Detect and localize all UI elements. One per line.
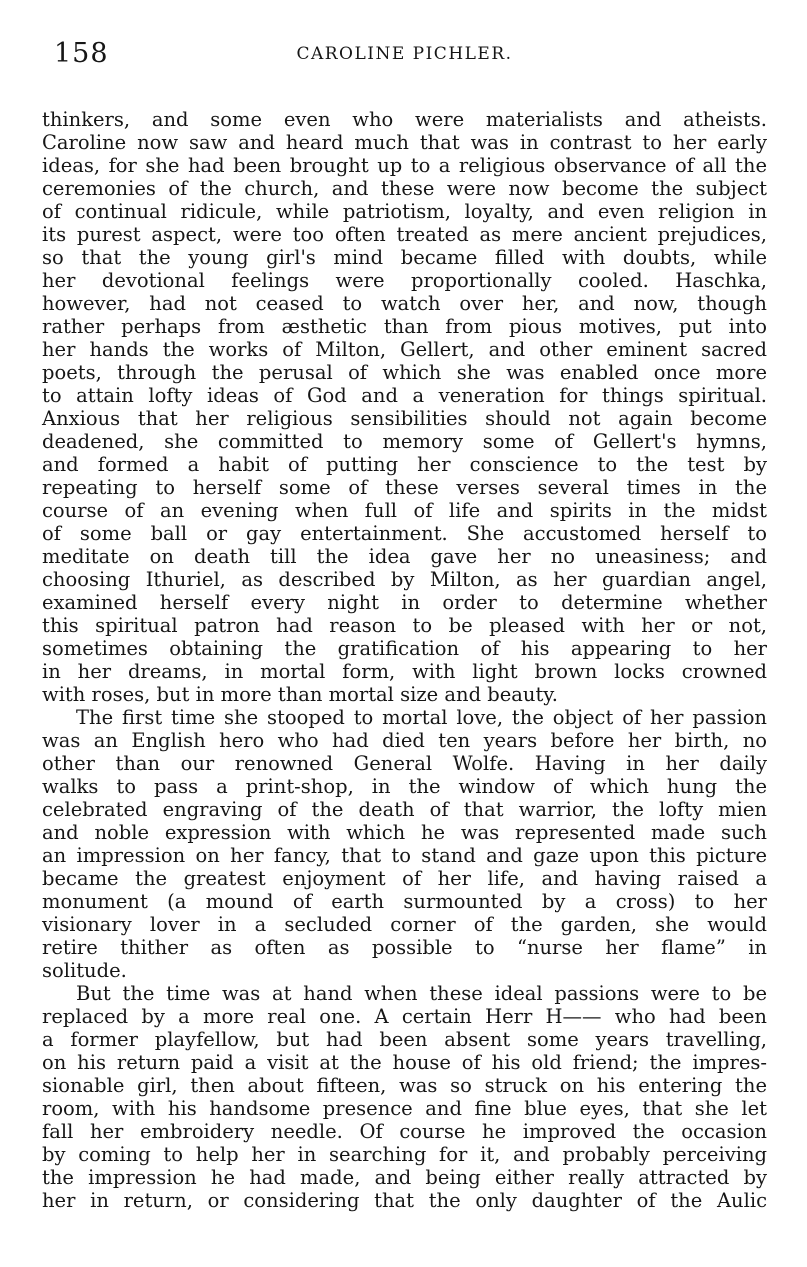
text-line: in her dreams, in mortal form, with light brown locks crowned — [42, 660, 767, 683]
text-line: so that the young girl's mind became filled with doubts, while — [42, 246, 767, 269]
text-line: ceremonies of the church, and these were now become the subject — [42, 177, 767, 200]
text-line: by coming to help her in searching for it, and probably perceiving — [42, 1143, 767, 1166]
text-line: and formed a habit of putting her conscience to the test by — [42, 453, 767, 476]
text-line: became the greatest enjoyment of her life, and having raised a — [42, 867, 767, 890]
body-text — [42, 108, 767, 1212]
text-line: this spiritual patron had reason to be pleased with her or not, — [42, 614, 767, 637]
text-line: was an English hero who had died ten years before her birth, no — [42, 729, 767, 752]
text-line: walks to pass a print-shop, in the window of which hung the — [42, 775, 767, 798]
text-line: poets, through the perusal of which she was enabled once more — [42, 361, 767, 384]
running-title: CAROLINE PICHLER. — [296, 44, 513, 64]
text-line: examined herself every night in order to determine whether — [42, 591, 767, 614]
text-line: ideas, for she had been brought up to a religious observance of all the — [42, 154, 767, 177]
text-line: repeating to herself some of these verses several times in the — [42, 476, 767, 499]
text-line: solitude. — [42, 959, 127, 982]
text-line: sometimes obtaining the gratification of his appearing to her — [42, 637, 767, 660]
text-line: to attain lofty ideas of God and a veneration for things spiritual. — [42, 384, 767, 407]
text-line: other than our renowned General Wolfe. Having in her daily — [42, 752, 767, 775]
text-line: sionable girl, then about fifteen, was so struck on his entering the — [42, 1074, 767, 1097]
text-line: visionary lover in a secluded corner of the garden, she would — [42, 913, 767, 936]
text-line: with roses, but in more than mortal size and beauty. — [42, 683, 558, 706]
text-line: room, with his handsome presence and fine blue eyes, that she let — [42, 1097, 767, 1120]
page-number: 158 — [54, 38, 109, 69]
text-line: and noble expression with which he was represented made such — [42, 821, 767, 844]
book-page — [0, 38, 807, 1267]
text-line: of some ball or gay entertainment. She accustomed herself to — [42, 522, 767, 545]
text-line: rather perhaps from æsthetic than from pious motives, put into — [42, 315, 767, 338]
text-line: her devotional feelings were proportionally cooled. Haschka, — [42, 269, 767, 292]
text-line: her hands the works of Milton, Gellert, and other eminent sacred — [42, 338, 767, 361]
text-line: choosing Ithuriel, as described by Milton, as her guardian angel, — [42, 568, 767, 591]
running-head — [42, 38, 767, 78]
text-line: on his return paid a visit at the house of his old friend; the impres- — [42, 1051, 767, 1074]
text-line: Anxious that her religious sensibilities should not again become — [42, 407, 767, 430]
text-line: fall her embroidery needle. Of course he improved the occasion — [42, 1120, 767, 1143]
text-line: its purest aspect, were too often treated as mere ancient prejudices, — [42, 223, 767, 246]
text-line: a former playfellow, but had been absent some years travelling, — [42, 1028, 767, 1051]
text-line: her in return, or considering that the only daughter of the Aulic — [42, 1189, 767, 1212]
text-line: however, had not ceased to watch over her, and now, though — [42, 292, 767, 315]
text-line: celebrated engraving of the death of that warrior, the lofty mien — [42, 798, 767, 821]
text-line: an impression on her fancy, that to stand and gaze upon this picture — [42, 844, 767, 867]
text-line: thinkers, and some even who were materialists and atheists. — [42, 108, 767, 131]
text-line: of continual ridicule, while patriotism, loyalty, and even religion in — [42, 200, 767, 223]
text-line: retire thither as often as possible to “nurse her flame” in — [42, 936, 767, 959]
text-line: the impression he had made, and being either really attracted by — [42, 1166, 767, 1189]
text-line: deadened, she committed to memory some of Gellert's hymns, — [42, 430, 767, 453]
text-line: Caroline now saw and heard much that was in contrast to her early — [42, 131, 767, 154]
text-line: But the time was at hand when these ideal passions were to be — [76, 982, 767, 1005]
text-line: replaced by a more real one. A certain Herr H—— who had been — [42, 1005, 767, 1028]
text-line: course of an evening when full of life and spirits in the midst — [42, 499, 767, 522]
text-line: monument (a mound of earth surmounted by a cross) to her — [42, 890, 767, 913]
text-line: meditate on death till the idea gave her no uneasiness; and — [42, 545, 767, 568]
text-line: The first time she stooped to mortal love, the object of her passion — [76, 706, 767, 729]
